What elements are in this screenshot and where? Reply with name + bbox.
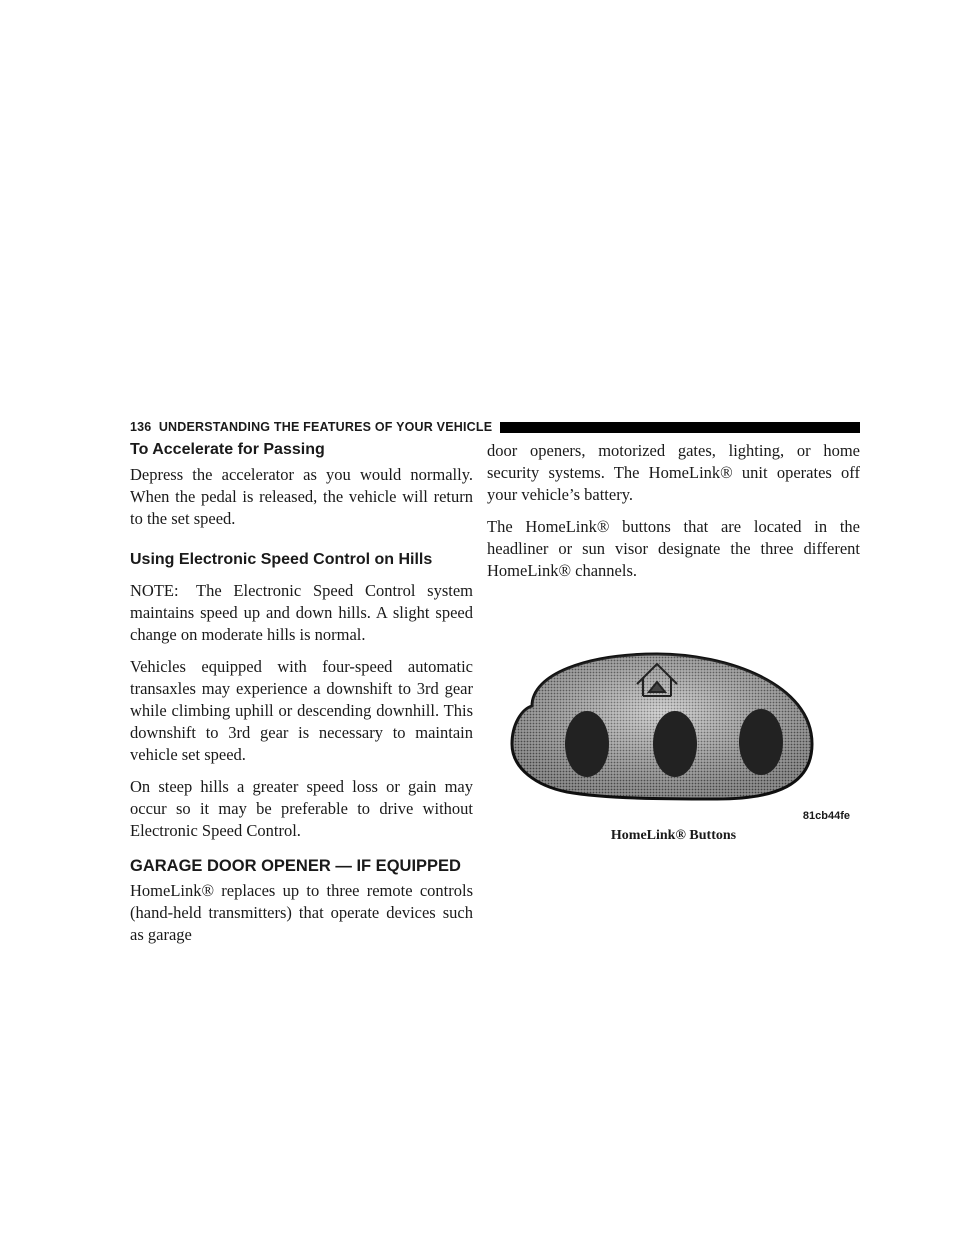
paragraph-homelink-intro: HomeLink® replaces up to three remote controls (hand-held transmitters) that operate devices such as garage (130, 881, 473, 944)
figure-caption: HomeLink® Buttons (610, 828, 737, 843)
right-column (487, 440, 860, 854)
homelink-button-1[interactable] (565, 711, 609, 777)
paragraph-homelink-devices: door openers, motorized gates, lighting, or home security systems. The HomeLink® unit operates off your vehicle’s battery. (487, 441, 860, 504)
paragraph-accelerate: Depress the accelerator as you would normally. When the pedal is released, the vehicle will return to the set speed. (130, 465, 473, 528)
paragraph-homelink-buttons: The HomeLink® buttons that are located in the headliner or sun visor designate the three different HomeLink® channels. (487, 517, 860, 580)
note-text: The Electronic Speed Control system maintains speed up and down hills. A slight speed change on moderate hills is normal. (130, 581, 474, 644)
heading-accelerate-passing: To Accelerate for Passing (130, 441, 325, 458)
heading-speed-control-hills: Using Electronic Speed Control on Hills (130, 551, 433, 568)
figure-id: 81cb44fe (802, 810, 850, 822)
section-title: UNDERSTANDING THE FEATURES OF YOUR VEHICLE (158, 420, 493, 434)
note-label: NOTE: (130, 581, 179, 600)
homelink-button-3[interactable] (739, 709, 783, 775)
page-header-text (130, 420, 500, 434)
paragraph-downshift: Vehicles equipped with four-speed automatic transaxles may experience a downshift to 3rd gear while climbing uphill or descending downhill. This downshift to 3rd gear is necessary to maintain vehicle set speed. (130, 657, 473, 764)
homelink-illustration (487, 604, 860, 824)
heading-garage-door-opener: GARAGE DOOR OPENER — IF EQUIPPED (130, 857, 461, 875)
homelink-figure (487, 604, 860, 854)
page-number: 136 (130, 420, 152, 434)
paragraph-steep-hills: On steep hills a greater speed loss or gain may occur so it may be preferable to drive without Electronic Speed Control. (130, 777, 473, 840)
homelink-button-2[interactable] (653, 711, 697, 777)
left-column (130, 440, 473, 956)
header-rule (500, 422, 860, 433)
page-header (130, 418, 860, 436)
note-paragraph (130, 580, 473, 646)
